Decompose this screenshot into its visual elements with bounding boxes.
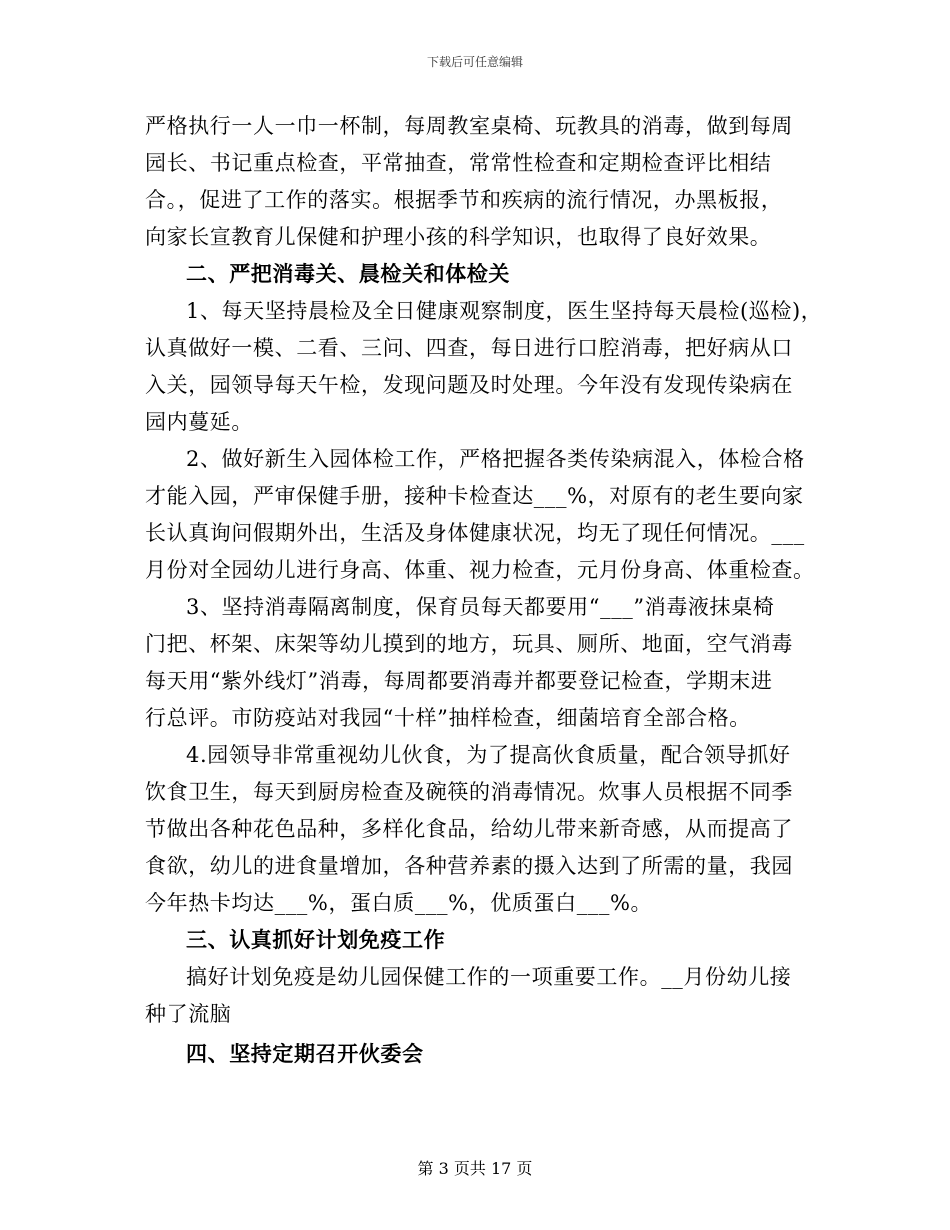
text-line: 搞好计划免疫是幼儿园保健工作的一项重要工作。__月份幼儿接: [186, 965, 792, 989]
text-line: 今年热卡均达___%，蛋白质___%，优质蛋白___%。: [145, 891, 653, 915]
text-line: 向家长宣教育儿保健和护理小孩的科学知识，也取得了良好效果。: [145, 225, 772, 249]
text-line: 3、坚持消毒隔离制度，保育员每天都要用“___”消毒液抹桌椅: [186, 595, 775, 619]
text-line: 严格执行一人一巾一杯制，每周教室桌椅、玩教具的消毒，做到每周: [145, 114, 793, 138]
text-line: 月份对全园幼儿进行身高、体重、视力检查，元月份身高、体重检查。: [145, 558, 815, 582]
section-heading-3: 三、认真抓好计划免疫工作: [186, 927, 446, 952]
text-line: 园长、书记重点检查，平常抽查，常常性检查和定期检查评比相结: [145, 151, 772, 175]
page-footer: 第 3 页共 17 页: [417, 1159, 533, 1178]
text-line: 认真做好一模、二看、三问、四查，每日进行口腔消毒，把好病从口: [145, 336, 793, 360]
text-line: 节做出各种花色品种，多样化食品，给幼儿带来新奇感，从而提高了: [145, 817, 793, 841]
text-line: 2、做好新生入园体检工作，严格把握各类传染病混入，体检合格: [186, 447, 805, 471]
text-line: 长认真询问假期外出，生活及身体健康状况，均无了现任何情况。___: [145, 521, 805, 545]
text-line: 食欲，幼儿的进食量增加，各种营养素的摄入达到了所需的量，我园: [145, 854, 793, 878]
text-line: 门把、杯架、床架等幼儿摸到的地方，玩具、厕所、地面，空气消毒: [145, 632, 793, 656]
section-heading-4: 四、坚持定期召开伙委会: [186, 1041, 424, 1066]
text-line: 每天用“紫外线灯”消毒，每周都要消毒并都要登记检查，学期末进: [145, 669, 773, 693]
text-line: 饮食卫生，每天到厨房检查及碗筷的消毒情况。炊事人员根据不同季: [145, 780, 793, 804]
text-line: 合。，促进了工作的落实。根据季节和疾病的流行情况，办黑板报，: [145, 188, 783, 212]
page-header: 下载后可任意编辑: [426, 55, 523, 69]
text-line: 1、每天坚持晨检及全日健康观察制度，医生坚持每天晨检(巡检)，: [186, 299, 823, 323]
text-line: 种了流脑: [145, 1002, 232, 1026]
text-line: 行总评。市防疫站对我园“十样”抽样检查，细菌培育全部合格。: [145, 706, 751, 730]
text-line: 4.园领导非常重视幼儿伙食，为了提高伙食质量，配合领导抓好: [186, 743, 791, 767]
text-line: 才能入园，严审保健手册，接种卡检查达___%，对原有的老生要向家: [145, 484, 804, 508]
text-line: 入关，园领导每天午检，发现问题及时处理。今年没有发现传染病在: [145, 373, 793, 397]
text-line: 园内蔓延。: [145, 410, 253, 434]
section-heading-2: 二、严把消毒关、晨检关和体检关: [186, 261, 510, 286]
